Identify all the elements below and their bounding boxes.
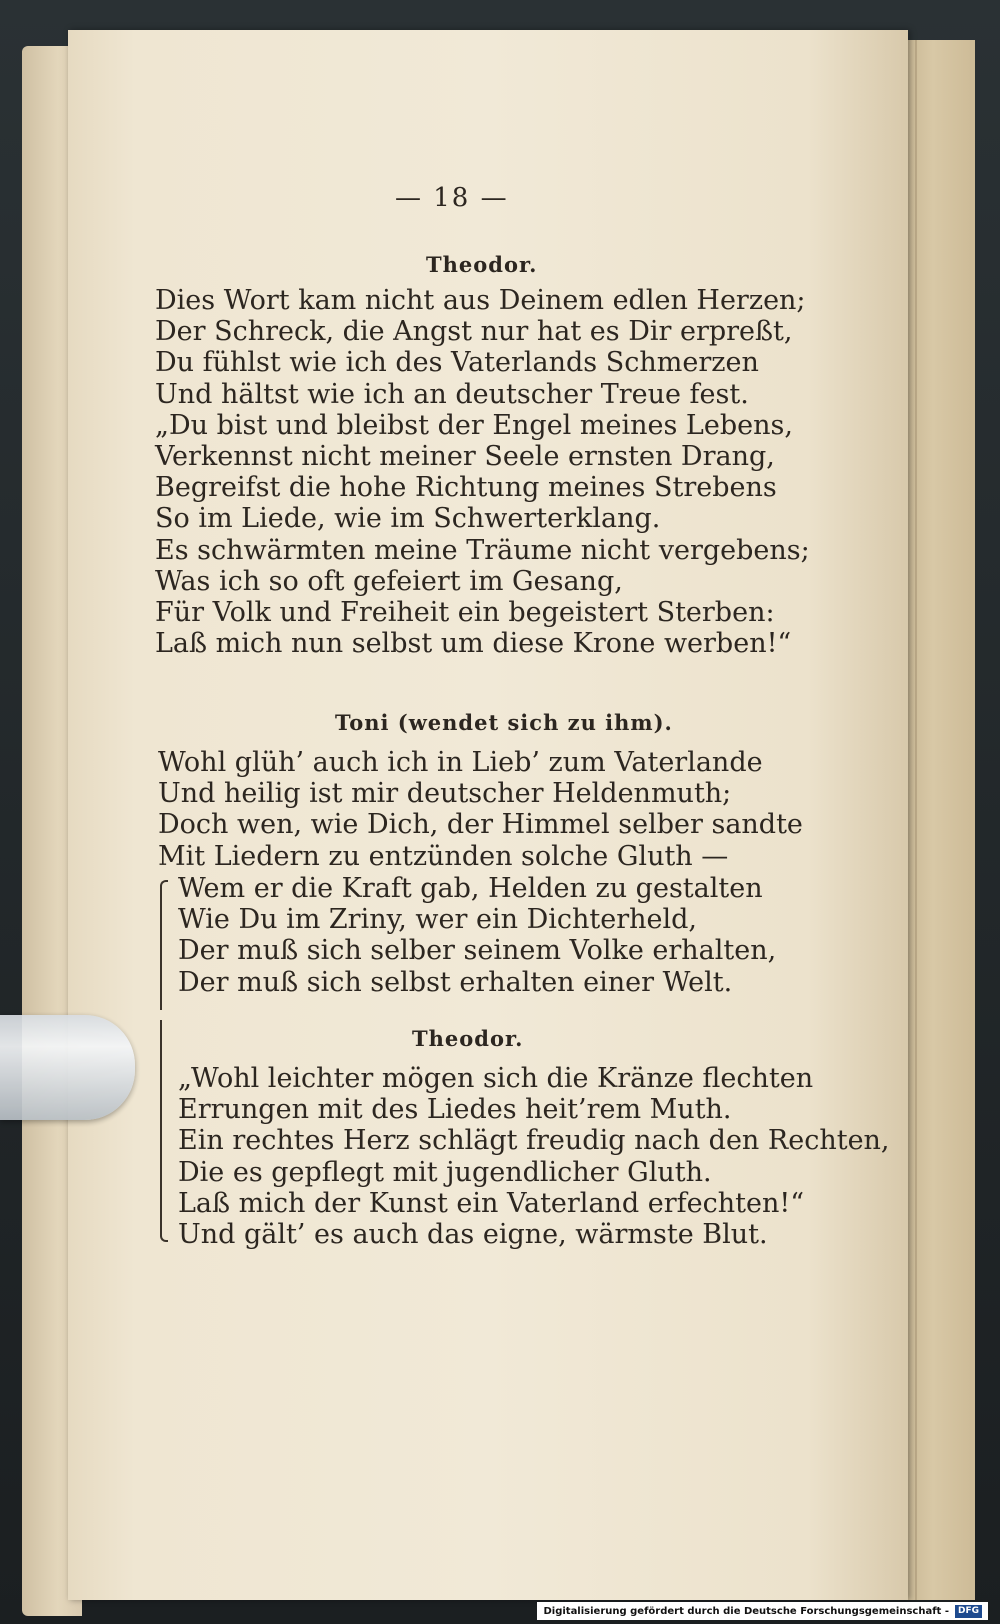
verse-line: Errungen mit des Liedes heit’rem Muth. [178, 1094, 732, 1126]
verse-block [155, 285, 810, 659]
verse-line: Mit Liedern zu entzünden solche Gluth — [158, 840, 729, 872]
verse-line: Der Schreck, die Angst nur hat es Dir erpreßt, [155, 316, 793, 348]
footer-text: Digitalisierung gefördert durch die Deutsche Forschungsgemeinschaft - [543, 1605, 949, 1617]
verse-line: Ein rechtes Herz schlägt freudig nach den Rechten, [178, 1125, 890, 1157]
speaker-heading: Toni (wendet sich zu ihm). [335, 710, 673, 735]
verse-line: Was ich so oft gefeiert im Gesang, [155, 565, 623, 597]
verse-line: Wem er die Kraft gab, Helden zu gestalten [178, 873, 763, 904]
verse-line: Und hältst wie ich an deutscher Treue fest. [155, 378, 749, 410]
dfg-logo: DFG [955, 1605, 982, 1618]
verse-line: Laß mich der Kunst ein Vaterland erfechten!“ [178, 1187, 805, 1219]
verse-line: „Du bist und bleibst der Engel meines Lebens, [155, 409, 793, 441]
bracketed-verse-block [178, 873, 776, 998]
verse-line: Und gält’ es auch das eigne, wärmste Blut. [178, 1218, 768, 1250]
digitization-footer [537, 1602, 988, 1620]
verse-line: Laß mich nun selbst um diese Krone werben!“ [155, 628, 792, 660]
verse-block [158, 747, 803, 872]
page-number: — 18 — [395, 183, 509, 213]
verse-line: Dies Wort kam nicht aus Deinem edlen Herzen; [155, 285, 806, 316]
verse-line: Der muß sich selbst erhalten einer Welt. [178, 966, 733, 998]
speaker-heading: Theodor. [412, 1026, 524, 1051]
right-page-edges [905, 40, 975, 1600]
verse-line: „Wohl leichter mögen sich die Kränze flechten [178, 1063, 814, 1094]
verse-line: Für Volk und Freiheit ein begeistert Sterben: [155, 596, 775, 628]
page-clip [0, 1015, 135, 1120]
verse-line: Wie Du im Zriny, wer ein Dichterheld, [178, 904, 697, 936]
verse-line: Es schwärmten meine Träume nicht vergebens; [155, 534, 810, 566]
verse-line: Du fühlst wie ich des Vaterlands Schmerzen [155, 347, 759, 379]
verse-line: Und heilig ist mir deutscher Heldenmuth; [158, 778, 732, 810]
verse-line: Verkennst nicht meiner Seele ernsten Drang, [155, 440, 775, 472]
margin-bracket [160, 880, 168, 1010]
speaker-heading: Theodor. [426, 252, 538, 277]
verse-block [178, 1063, 890, 1250]
verse-line: Wohl glüh’ auch ich in Lieb’ zum Vaterlande [158, 747, 763, 778]
margin-bracket [160, 1020, 168, 1242]
verse-line: So im Liede, wie im Schwerterklang. [155, 503, 661, 535]
verse-line: Doch wen, wie Dich, der Himmel selber sandte [158, 809, 803, 841]
verse-line: Der muß sich selber seinem Volke erhalten, [178, 935, 777, 967]
verse-line: Die es gepflegt mit jugendlicher Gluth. [178, 1156, 712, 1188]
verse-line: Begreifst die hohe Richtung meines Strebens [155, 472, 777, 504]
